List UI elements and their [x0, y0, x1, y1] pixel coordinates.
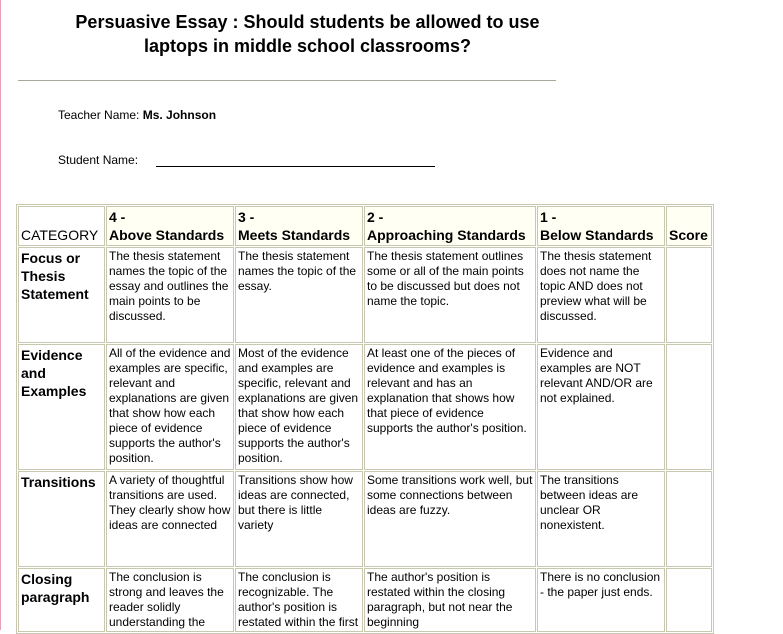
title-line-2: laptops in middle school classrooms?	[143, 36, 472, 56]
teacher-label: Teacher Name:	[58, 108, 140, 122]
score-cell	[666, 568, 712, 632]
rubric-header-row	[18, 206, 712, 246]
row-category: Transitions	[18, 471, 105, 567]
teacher-name-value: Ms. Johnson	[142, 108, 217, 122]
score-header: Score	[666, 206, 712, 246]
table-row	[18, 247, 712, 343]
table-cell: There is no conclusion - the paper just ends.	[537, 568, 665, 632]
row-category: Evidence and Examples	[18, 344, 105, 470]
table-cell: The thesis statement names the topic of the essay and outlines the main points to be discussed.	[106, 247, 234, 343]
student-name-row	[58, 153, 138, 167]
table-cell: The transitions between ideas are unclear OR nonexistent.	[537, 471, 665, 567]
level-1-label: Below Standards	[540, 227, 654, 243]
table-cell: At least one of the pieces of evidence and examples is relevant and has an explanation that shows how that piece of evidence supports the author's position.	[364, 344, 536, 470]
page-title	[20, 10, 595, 58]
level-4-label: Above Standards	[109, 227, 225, 243]
score-cell	[666, 247, 712, 343]
teacher-name-row	[58, 108, 216, 122]
level-3-header	[235, 206, 363, 246]
row-category: Focus or Thesis Statement	[18, 247, 105, 343]
table-cell: Most of the evidence and examples are specific, relevant and explanations are given that show how each piece of evidence supports the author's position.	[235, 344, 363, 470]
level-4-header	[106, 206, 234, 246]
row-category: Closing paragraph	[18, 568, 105, 632]
table-row	[18, 471, 712, 567]
level-1-number: 1 -	[540, 209, 557, 225]
table-cell: The conclusion is recognizable. The author's position is restated within the first	[235, 568, 363, 632]
score-cell	[666, 471, 712, 567]
table-cell: The thesis statement outlines some or all of the main points to be discussed but does not name the topic.	[364, 247, 536, 343]
level-3-number: 3 -	[238, 209, 255, 225]
rubric-table	[16, 204, 714, 634]
table-cell: The thesis statement does not name the topic AND does not preview what will be discussed.	[537, 247, 665, 343]
score-cell	[666, 344, 712, 470]
table-cell: Transitions show how ideas are connected, but there is little variety	[235, 471, 363, 567]
table-cell: The thesis statement names the topic of the essay.	[235, 247, 363, 343]
table-cell: Some transitions work well, but some connections between ideas are fuzzy.	[364, 471, 536, 567]
student-label: Student Name:	[58, 153, 139, 167]
level-4-number: 4 -	[109, 209, 126, 225]
table-cell: The author's position is restated within the closing paragraph, but not near the beginning	[364, 568, 536, 632]
title-line-1: Persuasive Essay : Should students be allowed to use	[75, 12, 540, 32]
table-row	[18, 344, 712, 470]
table-cell: A variety of thoughtful transitions are used. They clearly show how ideas are connected	[106, 471, 234, 567]
level-2-number: 2 -	[367, 209, 384, 225]
left-page-border	[0, 0, 1, 630]
table-cell: All of the evidence and examples are specific, relevant and explanations are given that show how each piece of evidence supports the author's position.	[106, 344, 234, 470]
table-cell: The conclusion is strong and leaves the reader solidly understanding the	[106, 568, 234, 632]
level-3-label: Meets Standards	[238, 227, 351, 243]
level-2-label: Approaching Standards	[367, 227, 526, 243]
table-row	[18, 568, 712, 632]
student-name-blank-line	[156, 166, 435, 167]
title-divider	[18, 80, 556, 81]
level-2-header	[364, 206, 536, 246]
category-header: CATEGORY	[18, 206, 105, 246]
level-1-header	[537, 206, 665, 246]
table-cell: Evidence and examples are NOT relevant AND/OR are not explained.	[537, 344, 665, 470]
